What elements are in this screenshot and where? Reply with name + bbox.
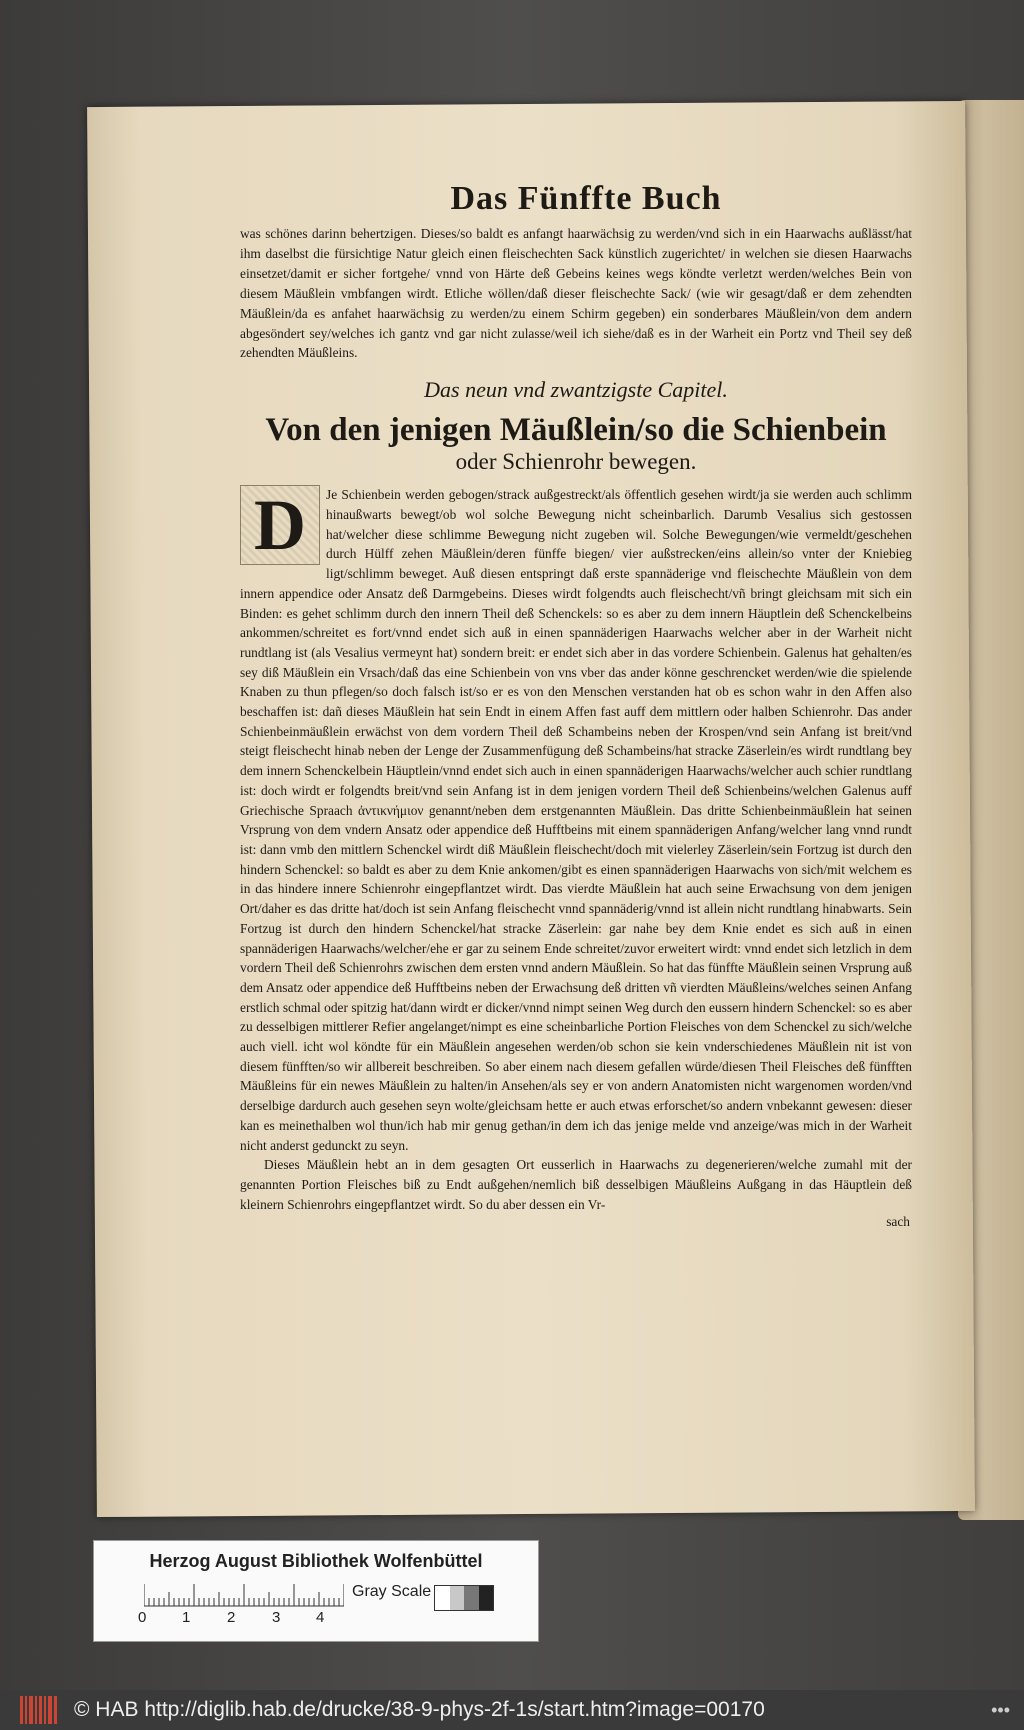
gray-patch <box>435 1586 450 1610</box>
gray-scale-swatch <box>434 1585 494 1611</box>
ruler-number: 4 <box>316 1609 325 1626</box>
catchword: sach <box>886 1214 910 1230</box>
body-paragraph: Dieses Mäußlein hebt an in dem gesagten Ort eusserlich in Haarwachs zu degenerieren/welche zumahl mit der genannten Portion Fleisches biß zu Endt außgehen/nemlich biß desselbigen Mäußleins Außgang in das Häuptlein deß kleinern Schienrohrs eingepflantzet wirdt. So du aber dessen ein Vr- <box>240 1157 912 1212</box>
gray-patch <box>464 1586 479 1610</box>
library-name: Herzog August Bibliothek Wolfenbüttel <box>149 1551 483 1571</box>
ruler-ticks <box>144 1581 344 1607</box>
footer-bar <box>0 1690 1024 1730</box>
opening-paragraph: was schönes darinn behertzigen. Dieses/so baldt es anfangt haarwächsig zu werden/vnd sich in ein Haarwachs außlässt/hat ihm daselbst die fürsichtige Natur gleich einen fleischechten Sack künstlich zugerichtet/ in welchen sie diesen Haarwachs einsetzet/damit er sicher fortgehe/ vnnd von Härte deß Gebeins keines wegs köndte verletzt werden/welches Bein von diesem Mäußlein vmbfangen wirdt. Etliche wöllen/daß dieser fleischechte Sack/ (wie wir gesagt/daß er dem zehendten Mäußlein/da es anfahet haarwächsig zu werden/zu einem Schirm gegeben) ein sonderbares Mäußlein/von dem andern abgesöndert sey/welches ich gantz vnd gar nicht zulasse/weil ich siehe/daß es in der Warheit ein Portz vnd Theil sey deß zehendten Mäußleins. <box>240 226 912 361</box>
gray-scale-label: Gray Scale <box>352 1583 432 1600</box>
color-scale-card <box>93 1540 539 1642</box>
ruler-number: 3 <box>272 1609 281 1626</box>
gray-patch <box>450 1586 465 1610</box>
ruler-number: 0 <box>138 1609 147 1626</box>
more-icon[interactable]: ••• <box>991 1699 1010 1720</box>
page-content <box>240 180 912 1230</box>
chapter-subtitle: oder Schienrohr bewegen. <box>455 449 697 475</box>
drop-cap-initial: D <box>240 485 320 565</box>
copyright-url[interactable]: © HAB http://diglib.hab.de/drucke/38-9-phys-2f-1s/start.htm?image=00170 <box>74 1698 765 1721</box>
hab-logo-icon <box>20 1696 60 1724</box>
ruler-scale <box>144 1581 344 1607</box>
gray-patch <box>479 1586 494 1610</box>
chapter-title: Von den jenigen Mäußlein/so die Schienbein <box>265 412 887 449</box>
running-head: Das Fünffte Buch <box>450 180 722 217</box>
chapter-number: Das neun vnd zwantzigste Capitel. <box>424 377 728 403</box>
body-paragraph: Je Schienbein werden gebogen/strack außgestreckt/als öffentlich gesehen wirdt/ja sie werden auch schlimm hinaußwarts bewegt/ob wol solche Bewegung nicht scheinbarlich. Darumb Vesalius sich gestossen hat/welcher diese schlimme Bewegung nicht zugeben wil. Solche Bewegungen/wie vermeldt/geschehen durch Hülff zehen Mäußlein/deren fünffe biegen/ vier außstrecken/eins allein/so vnter der Kniebieg ligt/schlimm beweget. Auß diesen entspringt daß erste spannäderige vnd fleischechte Mäußlein von dem innern appendice oder Ansatz deß Darmgebeins. Dieses wirdt folgendts auch fleischecht/vñ bringt gleichsam mit sich ein Binden: es gehet schlimm durch den innern Theil deß Schenckels: so es aber zu dem innern Häuptlein deß Schenckelbeins ankommen/schreitet es fort/vnnd endet sich auß in einen spannäderigen Haarwachs welcher aber in der Warheit nicht rundtlang ist (als Vesalius vermeynt hat) sondern breit: er endet sich aber in das vordere Schienbein. Galenus hat gehalten/es sey diß Mäußlein ein Vrsach/daß das eine Schienbein von vns vber das ander könne geschrencket werden/wie die spielende Knaben zu thun pflegen/so doch falsch ist/so er es von den Menschen verstanden hat ob es schon wahr in den Affen also beschaffen ist: dañ dieses Mäußlein hat sein Endt in einem Affen fast auff dem mittlern oder halben Schienrohr. Das ander Schienbeinmäußlein erwächst von dem vordern Theil deß Schambeins neben der Krospen/vnd sein Anfang ist breit/vnd steigt fleischecht hinab neben der Lenge der Zusammenfügung deß Schambeins/hat stracke Zäserlein/es wirdt rundtlang bey dem innern Schenckelbein Häuptlein/vnnd endet sich auch in einen spannäderigen Haarwachs/welcher auch schier rundtlang ist: doch wirdt er folgendts breit/vnd sein Anfang ist in dem jenigen vordern Theil deß Schienbeins/welchen Galenus auff Griechische Spraach ἀντικνήμιον genannt/neben dem erstgenannten Mäußlein. Das dritte Schienbeinmäußlein hat seinen Vrsprung von dem vndern Ansatz oder appendice deß Hufftbeins mit einem spannäderigen Anfang/welcher lang vnnd rundt ist: dann vmb den mittlern Schenckel wirdt diß Mäußlein fleischecht/doch mit vielerley Zäserlein/sein Fortzug ist durch den hindern Schenckel: so baldt es aber zu dem Knie ankomen/gibt es einen spannäderigen Haarwachs von sich/mit welchem es in das hindere innere Schienrohr eingepflantzet wirdt. Das vierdte Mäußlein hat auch seine Erwachsung von dem jenigen Ort/daher es das dritte hat/doch ist sein Anfang fleischecht vnnd spannäderig/vnnd ist allein nicht rundtlang hinabwarts. Sein Fortzug ist durch den hindern Schenckel/hat stracke Zäserlein: gar nahe bey dem Knie endet es sich auß in einen spannäderigen Haarwachs/welcher/ehe er gar zu seinem Ende schreitet/zuvor erweitert wirdt: vnnd endet sich letzlich in dem vordern Theil deß Schienrohrs zwischen dem ersten vnnd andern Mäußlein. So hat das fünffte Mäußlein seinen Vrsprung auß dem Ansatz oder appendice deß Hufftbeins neben der Erwachsung deß dritten vñ vierdten Mäußleins/welches seinen Anfang erstlich schmal oder spitzig hat/dann wirdt er dicker/vnnd nimpt seinen Weg durch den eussern hindern Schenckel: so es aber zu desselbigen mittlerer Refier angelanget/nimpt es eine scheinbarliche Portion Fleisches von dem Schenckel zu sich/welche auch viell. icht wol köndte für ein Mäußlein angesehen werden/ob schon sie kein vnderschiedenes Mäußlein nit ist von diesem fünfften/so wir allbereit beschreiben. So aber einem nach diesem gefallen würde/diesen Theil Fleisches deß fünfften Mäußleins für ein newes Mäußlein zu halten/in Ansehen/als sey er von andern Anatomisten nicht wargenomen worden/vnd derselbige dardurch auch gesehen seyn wolte/gleichsam hette er auch etwas erforschet/so andern vnbekannt gewesen: dieser kan es meinethalben wol thun/ich hab mir genug gethan/in dem ich das jenige melde vnd anzeige/was mich in der Warheit nicht anderst gedunckt zu seyn. <box>240 487 912 1153</box>
ruler-number: 1 <box>182 1609 191 1626</box>
ruler-number: 2 <box>227 1609 236 1626</box>
